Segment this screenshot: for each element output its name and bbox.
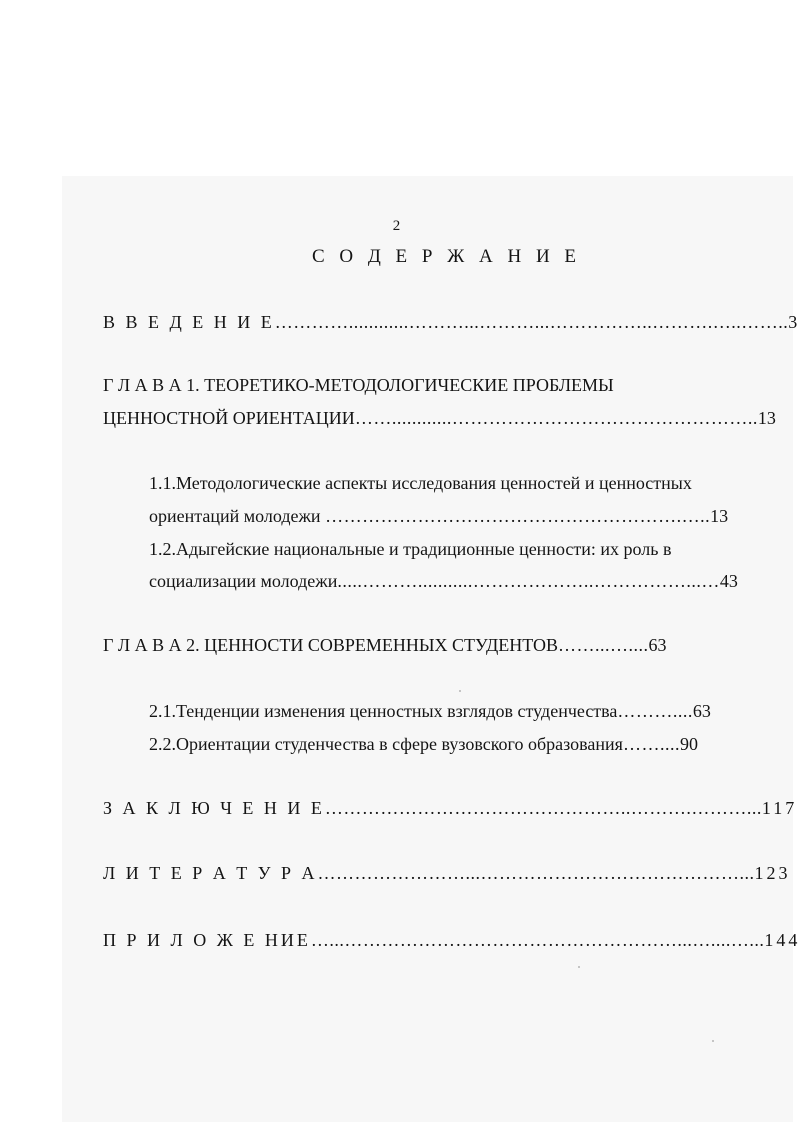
toc-entry-label: ЦЕННОСТНОЙ ОРИЕНТАЦИИ [103,408,355,428]
toc-leader-dots: ……………………...……………………………………... [317,863,755,883]
toc-entry-section-1-1-heading [149,471,692,495]
toc-entry-chapter-1 [103,406,776,430]
toc-entry-label: 2.2.Ориентации студенчества в сфере вузовского образования [149,734,623,754]
toc-entry-section-1-2-heading [149,537,671,561]
toc-entry-page: 3 [788,312,800,332]
toc-entry-label: 2.1.Тенденции изменения ценностных взглядов студенчества [149,701,618,721]
toc-entry-section-1-2 [149,569,738,593]
toc-entry-label: 1.1.Методологические аспекты исследования ценностей и ценностных [149,473,692,493]
toc-entry-label: Г Л А В А 1. ТЕОРЕТИКО-МЕТОДОЛОГИЧЕСКИЕ ПРОБЛЕМЫ [103,375,614,395]
toc-entry-label: 1.2.Адыгейские национальные и традиционные ценности: их роль в [149,539,672,559]
toc-entry-section-2-2 [149,732,698,756]
toc-entry-literature [103,861,790,885]
toc-entry-label: В В Е Д Е Н И Е [103,312,275,332]
scan-speck [459,690,461,692]
toc-entry-label: ориентаций молодежи [149,506,326,526]
toc-entry-label: социализации молодежи [149,571,338,591]
toc-entry-page: 43 [719,571,738,591]
toc-entry-appendix [103,928,800,952]
toc-entry-page: 123 [754,863,791,883]
toc-entry-label: Л И Т Е Р А Т У Р А [103,863,318,883]
toc-entry-page: 13 [710,506,729,526]
scan-speck [578,966,580,968]
toc-entry-label: П Р И Л О Ж Е НИЕ [103,930,311,950]
toc-entry-label: З А К Л Ю Ч Е Н И Е [103,798,325,818]
toc-leader-dots: ……............………………………………………….. [354,408,758,428]
page-number: 2 [392,218,401,234]
toc-entry-section-1-1 [149,504,728,528]
toc-entry-introduction [103,310,800,334]
toc-leader-dots: .....………...........………………..……………...… [337,571,720,591]
toc-entry-chapter-1-heading [103,373,614,397]
toc-title: С О Д Е Р Ж А Н И Е [311,246,582,267]
toc-entry-page: 63 [648,635,667,655]
toc-entry-page: 117 [761,798,798,818]
toc-leader-dots: …………............………...………...……………..……….…..…….. [274,312,789,332]
toc-entry-conclusion [103,796,797,820]
toc-leader-dots: …………………………………………..……….………... [324,798,762,818]
toc-leader-dots: ……….... [617,701,693,721]
toc-entry-section-2-1 [149,699,711,723]
toc-entry-page: 63 [692,701,711,721]
toc-leader-dots: ………………………………………………….….. [325,506,711,526]
toc-leader-dots: …...………………………………………………...…....…... [310,930,765,950]
toc-leader-dots: …….... [622,734,680,754]
toc-entry-label: Г Л А В А 2. ЦЕННОСТИ СОВРЕМЕННЫХ СТУДЕНТОВ [103,635,559,655]
toc-entry-page: 90 [679,734,698,754]
toc-entry-page: 144 [764,930,800,950]
toc-entry-chapter-2 [103,633,667,657]
toc-entry-page: 13 [757,408,776,428]
scan-speck [712,1040,714,1042]
toc-leader-dots: ……...….... [558,635,649,655]
